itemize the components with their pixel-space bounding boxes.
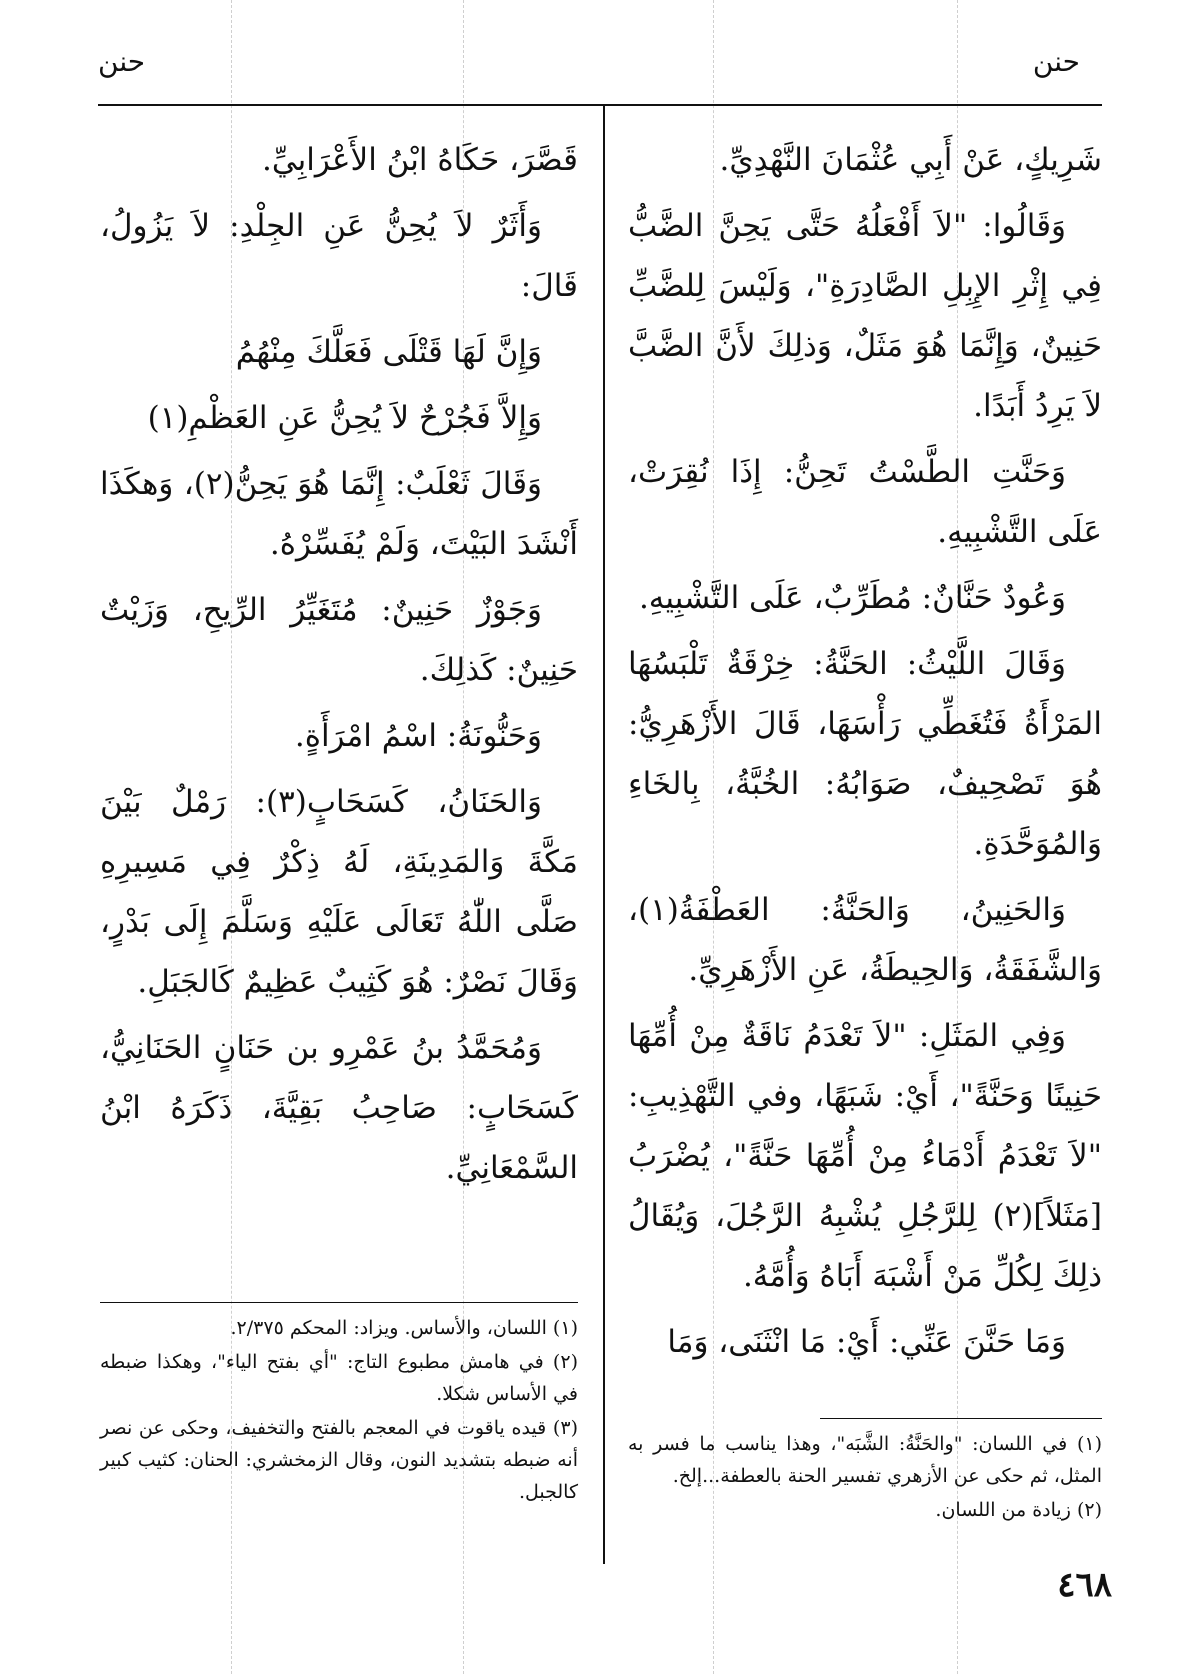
entry-paragraph: شَرِيكٍ، عَنْ أَبِي عُثْمَانَ النَّهْدِيِّ.	[719, 142, 1102, 178]
entry-paragraph: وَقَالَ ثَعْلَبٌ: إِنَّمَا هُوَ يَحِنُّ(٢)، وَهكَذَا أَنْشَدَ البَيْتَ، وَلَمْ يُفَسِّرْهُ.	[100, 466, 578, 562]
footnote: (١) اللسان، والأساس. ويزاد: المحكم ٢/٣٧٥.	[230, 1317, 578, 1339]
page-number: ٤٦٨	[1057, 1565, 1112, 1605]
right-column	[628, 130, 1102, 1378]
column-divider	[603, 104, 605, 1564]
entry-paragraph: وَقَالَ اللَّيْثُ: الحَنَّةُ: خِرْقَةٌ تَلْبَسُهَا المَرْأَةُ فَتُغَطِّي رَأْسَهَا، قَالَ الأَزْهَرِيُّ: هُوَ تَصْحِيفٌ، صَوَابُهُ: الخُبَّةُ، بِالخَاءِ وَالمُوَحَّدَةِ.	[628, 646, 1102, 862]
entry-paragraph: وَعُودٌ حَنَّانٌ: مُطَرِّبٌ، عَلَى التَّشْبِيهِ.	[638, 580, 1066, 616]
header-rule	[98, 104, 1102, 106]
entry-paragraph: وَفِي المَثَلِ: "لاَ تَعْدَمُ نَاقَةٌ مِنْ أُمِّهَا حَنِينًا وَحَنَّةً"، أَيْ: شَبَهًا، وفي التَّهْذِيبِ: "لاَ تَعْدَمُ أَدْمَاءُ مِنْ أُمِّهَا حَنَّةً"، يُضْرَبُ [مَثَلاً](٢) لِلرَّجُلِ يُشْبِهُ الرَّجُلَ، وَيُقَالُ ذلِكَ لِكُلِّ مَنْ أَشْبَهَ أَبَاهُ وَأُمَّهُ.	[628, 1018, 1102, 1294]
running-header-right: حنن	[1032, 45, 1080, 78]
verse-line: وَإِنَّ لَهَا قَتْلَى فَعَلَّكَ مِنْهُمُ	[235, 334, 542, 370]
left-column	[100, 130, 578, 1204]
verse-line: وَإِلاَّ فَجُرْحٌ لاَ يُحِنُّ عَنِ العَظْمِ(١)	[147, 400, 542, 436]
entry-paragraph: وَمُحَمَّدُ بنُ عَمْرِو بن حَنَانٍ الحَنَانِيُّ، كَسَحَابٍ: صَاحِبُ بَقِيَّةَ، ذَكَرَهُ ابْنُ السَّمْعَانِيِّ.	[100, 1030, 578, 1186]
entry-paragraph: وَأَثَرٌ لاَ يُحِنُّ عَنِ الجِلْدِ: لاَ يَزُولُ، قَالَ:	[100, 208, 578, 304]
entry-paragraph: وَحَنَّتِ الطَّسْتُ تَحِنُّ: إِذَا نُقِرَتْ، عَلَى التَّشْبِيهِ.	[628, 454, 1102, 550]
entry-paragraph: وَالحَنَانُ، كَسَحَابٍ(٣): رَمْلٌ بَيْنَ مَكَّةَ وَالمَدِينَةِ، لَهُ ذِكْرٌ فِي مَسِيرِهِ صَلَّى اللّٰهُ تَعَالَى عَلَيْهِ وَسَلَّمَ إِلَى بَدْرٍ، وَقَالَ نَصْرٌ: هُوَ كَثِيبٌ عَظِيمٌ كَالجَبَلِ.	[100, 784, 578, 1000]
footnote: (٣) قيده ياقوت في المعجم بالفتح والتخفيف، وحكى عن نصر أنه ضبطه بتشديد النون، وقال الزمخشري: الحنان: كثيب كبير كالجبل.	[100, 1417, 578, 1503]
footnote: (٢) في هامش مطبوع التاج: "أي بفتح الياء"، وهكذا ضبطه في الأساس شكلا.	[100, 1351, 578, 1405]
entry-paragraph: وَقَالُوا: "لاَ أَفْعَلُهُ حَتَّى يَحِنَّ الضَّبُّ فِي إِثْرِ الإِبِلِ الصَّادِرَةِ"، وَلَيْسَ لِلضَّبِّ حَنِينٌ، وَإِنَّمَا هُوَ مَثَلٌ، وَذلِكَ لأَنَّ الضَّبَّ لاَ يَرِدُ أَبَدًا.	[628, 208, 1102, 424]
footnote-rule	[100, 1302, 578, 1303]
running-header-left: حنن	[98, 45, 146, 78]
entry-paragraph: وَحَنُّونَةُ: اسْمُ امْرَأَةٍ.	[294, 718, 542, 754]
footnote: (١) في اللسان: "والحَنَّةُ: الشَّبَه"، وهذا يناسب ما فسر به المثل، ثم حكى عن الأزهري تفسير الحنة بالعطفة...إلخ.	[628, 1433, 1102, 1487]
footnote: (٢) زيادة من اللسان.	[935, 1499, 1102, 1521]
entry-paragraph: قَصَّرَ، حَكَاهُ ابْنُ الأَعْرَابِيِّ.	[261, 142, 578, 178]
entry-paragraph: وَجَوْزٌ حَنِينٌ: مُتَغَيِّرُ الرِّيحِ، وَزَيْتٌ حَنِينٌ: كَذلِكَ.	[100, 592, 578, 688]
right-footnotes	[628, 1428, 1102, 1528]
left-footnotes	[100, 1312, 578, 1510]
footnote-rule	[820, 1418, 1102, 1419]
entry-paragraph: وَمَا حَنَّنَ عَنِّي: أَيْ: مَا انْثَنَى، وَمَا	[667, 1324, 1066, 1360]
entry-paragraph: وَالحَنِينُ، وَالحَنَّةُ: العَطْفَةُ(١)، وَالشَّفَقَةُ، وَالحِيطَةُ، عَنِ الأَزْهَرِيِّ.	[628, 892, 1102, 988]
